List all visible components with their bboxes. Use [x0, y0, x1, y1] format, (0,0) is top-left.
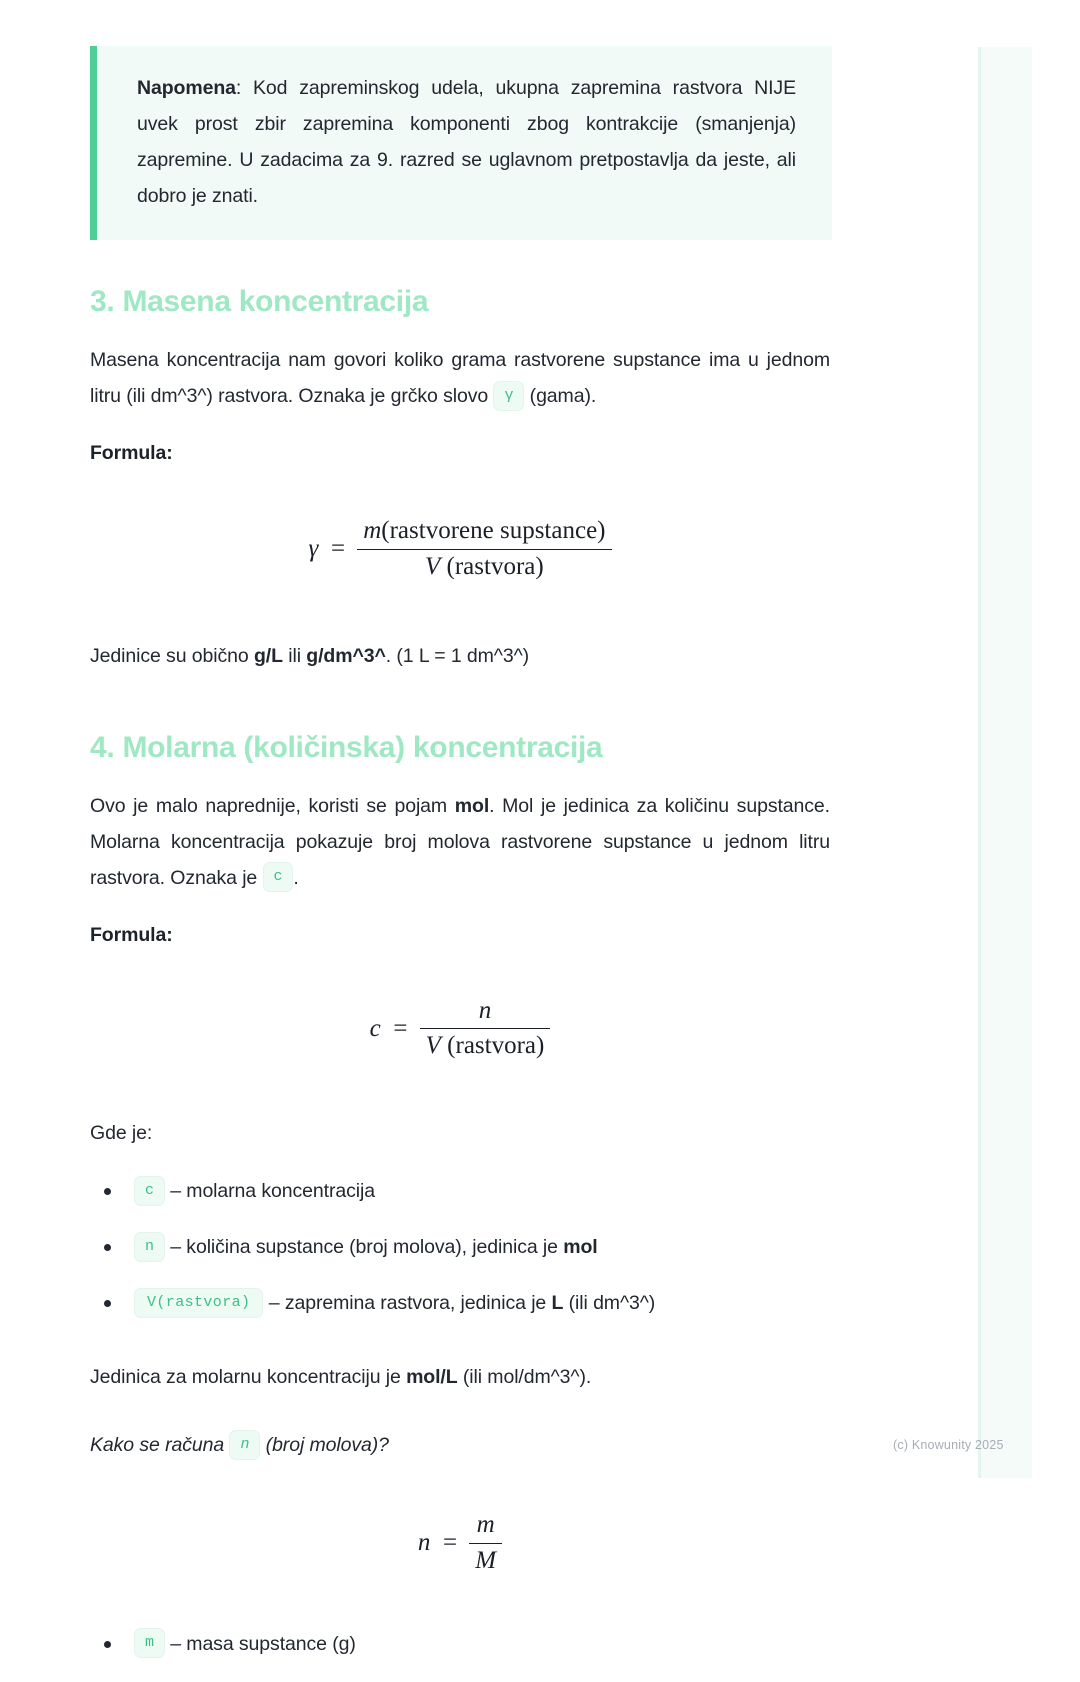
- question-text1: Kako se računa: [90, 1434, 225, 1456]
- section4-intro-bold: mol: [454, 794, 490, 817]
- definitions-list-last: [90, 1626, 830, 1662]
- note-label: Napomena: [137, 77, 236, 99]
- section4-intro-text3: .: [293, 866, 299, 889]
- watermark-copyright: (c) Knowunity 2025: [893, 1438, 1004, 1452]
- formula-n-den-var: M: [475, 1546, 497, 1574]
- section4-intro-text2: . Mol je jedinica za količinu supstance. Molarna koncentracija pokazuje broj molova rastvorene supstance u jednom litru rastvora. Oznaka je: [90, 794, 830, 889]
- list-item: [90, 1173, 830, 1209]
- list-item: [90, 1229, 830, 1265]
- section4-question: [90, 1427, 830, 1463]
- definition-chip-m: m: [134, 1628, 165, 1658]
- unit-text1: Jedinica za molarnu koncentraciju je: [90, 1366, 401, 1388]
- definitions-list: [90, 1173, 830, 1321]
- unit-bold-moll: mol/L: [406, 1366, 458, 1388]
- units-bold-gl: g/L: [253, 644, 283, 667]
- formula-n-lhs: n: [417, 1529, 431, 1557]
- definition-chip-v: V(rastvora): [134, 1288, 263, 1318]
- math-expression-c: [370, 997, 551, 1062]
- formula-n-num-var: m: [476, 1511, 495, 1538]
- note-text: : Kod zapreminskog udela, ukupna zapremina rastvora NIJE uvek prost zbir zapremina komponenti zbog kontrakcije (smanjenja) zapremine. U zadacima za 9. razred se uglavnom pretpostavlja da jeste, ali dobro je znati.: [137, 77, 796, 207]
- section3-units: [90, 638, 830, 674]
- note-paragraph: [137, 70, 796, 214]
- section4-intro-text1: Ovo je malo naprednije, koristi se pojam: [90, 794, 448, 817]
- formula-num-var: m: [363, 517, 382, 544]
- definition-chip-c: c: [134, 1176, 165, 1206]
- unit-text2: (ili mol/dm^3^).: [462, 1366, 592, 1388]
- formula-n-equals: =: [441, 1529, 459, 1557]
- section3-formula-label: Formula:: [90, 442, 173, 464]
- spacer: [90, 1401, 830, 1427]
- document-content: [90, 46, 830, 1662]
- definition-text-n: – količina supstance (broj molova), jedinica je: [170, 1236, 558, 1258]
- formula-c-denominator: [420, 1028, 551, 1061]
- section4-where-label: Gde je:: [90, 1122, 153, 1144]
- note-callout: [90, 46, 832, 240]
- definition-text-v: – zapremina rastvora, jedinica je: [268, 1292, 547, 1314]
- definition-bold-mol: mol: [563, 1236, 598, 1258]
- question-text2: (broj molova)?: [265, 1434, 389, 1456]
- formula-c-lhs: c: [369, 1014, 381, 1042]
- heading-molarna-koncentracija: 4. Molarna (količinska) koncentracija: [90, 730, 603, 764]
- definition-text-v-after: (ili dm^3^): [568, 1292, 656, 1314]
- list-item: [90, 1285, 830, 1321]
- formula-lhs: γ: [308, 535, 319, 563]
- formula-c-equals: =: [391, 1014, 409, 1042]
- definition-bold-l: L: [551, 1292, 564, 1314]
- formula-denominator: [357, 549, 611, 582]
- math-expression: [308, 517, 611, 582]
- formula-equals: =: [329, 535, 347, 563]
- section3-intro: [90, 342, 830, 414]
- units-bold-gdm3: g/dm^3^: [306, 644, 386, 667]
- formula-fraction: [357, 517, 611, 582]
- units-text2: . (1 L = 1 dm^3^): [385, 644, 530, 667]
- formula-num-text: (rastvorene supstance): [381, 517, 606, 544]
- units-text1: Jedinice su obično: [90, 644, 249, 667]
- formula-c-fraction: [420, 997, 551, 1062]
- definition-text-m: – masa supstance (g): [170, 1632, 356, 1655]
- formula-n-fraction: [469, 1511, 502, 1576]
- n-code-chip: n: [229, 1430, 260, 1460]
- heading-masena-koncentracija: 3. Masena koncentracija: [90, 285, 429, 318]
- formula-den-var: V: [425, 552, 441, 580]
- formula-n-numerator: [471, 1511, 501, 1543]
- units-mid: ili: [288, 644, 301, 667]
- section4-intro: [90, 788, 830, 896]
- section3-intro-text2: (gama).: [529, 385, 597, 407]
- c-code-chip: c: [263, 862, 294, 892]
- formula-den-text: (rastvora): [446, 552, 544, 580]
- formula-c-num-var: n: [478, 996, 492, 1024]
- definition-chip-n: n: [134, 1232, 165, 1262]
- gamma-code-chip: γ: [493, 381, 524, 411]
- math-expression-n: [418, 1511, 502, 1576]
- section4-formula-label: Formula:: [90, 923, 173, 946]
- section3-intro-text1: Masena koncentracija nam govori koliko grama rastvorene supstance ima u jednom litru (ili dm^3^) rastvora. Oznaka je grčko slovo: [90, 349, 830, 407]
- formula-masena-koncentracija: [90, 517, 830, 582]
- section4-unit-line: [90, 1359, 830, 1395]
- formula-numerator: [357, 517, 611, 549]
- list-item: [90, 1626, 830, 1662]
- formula-n-denominator: [469, 1543, 502, 1576]
- formula-c-numerator: [473, 997, 498, 1029]
- formula-c-den-var: V: [425, 1032, 441, 1060]
- spacer: [90, 1341, 830, 1359]
- formula-c-den-text: (rastvora): [447, 1032, 545, 1060]
- formula-molarna-koncentracija: [90, 997, 830, 1062]
- definition-text-c: – molarna koncentracija: [170, 1180, 375, 1202]
- formula-broj-molova: [90, 1511, 830, 1576]
